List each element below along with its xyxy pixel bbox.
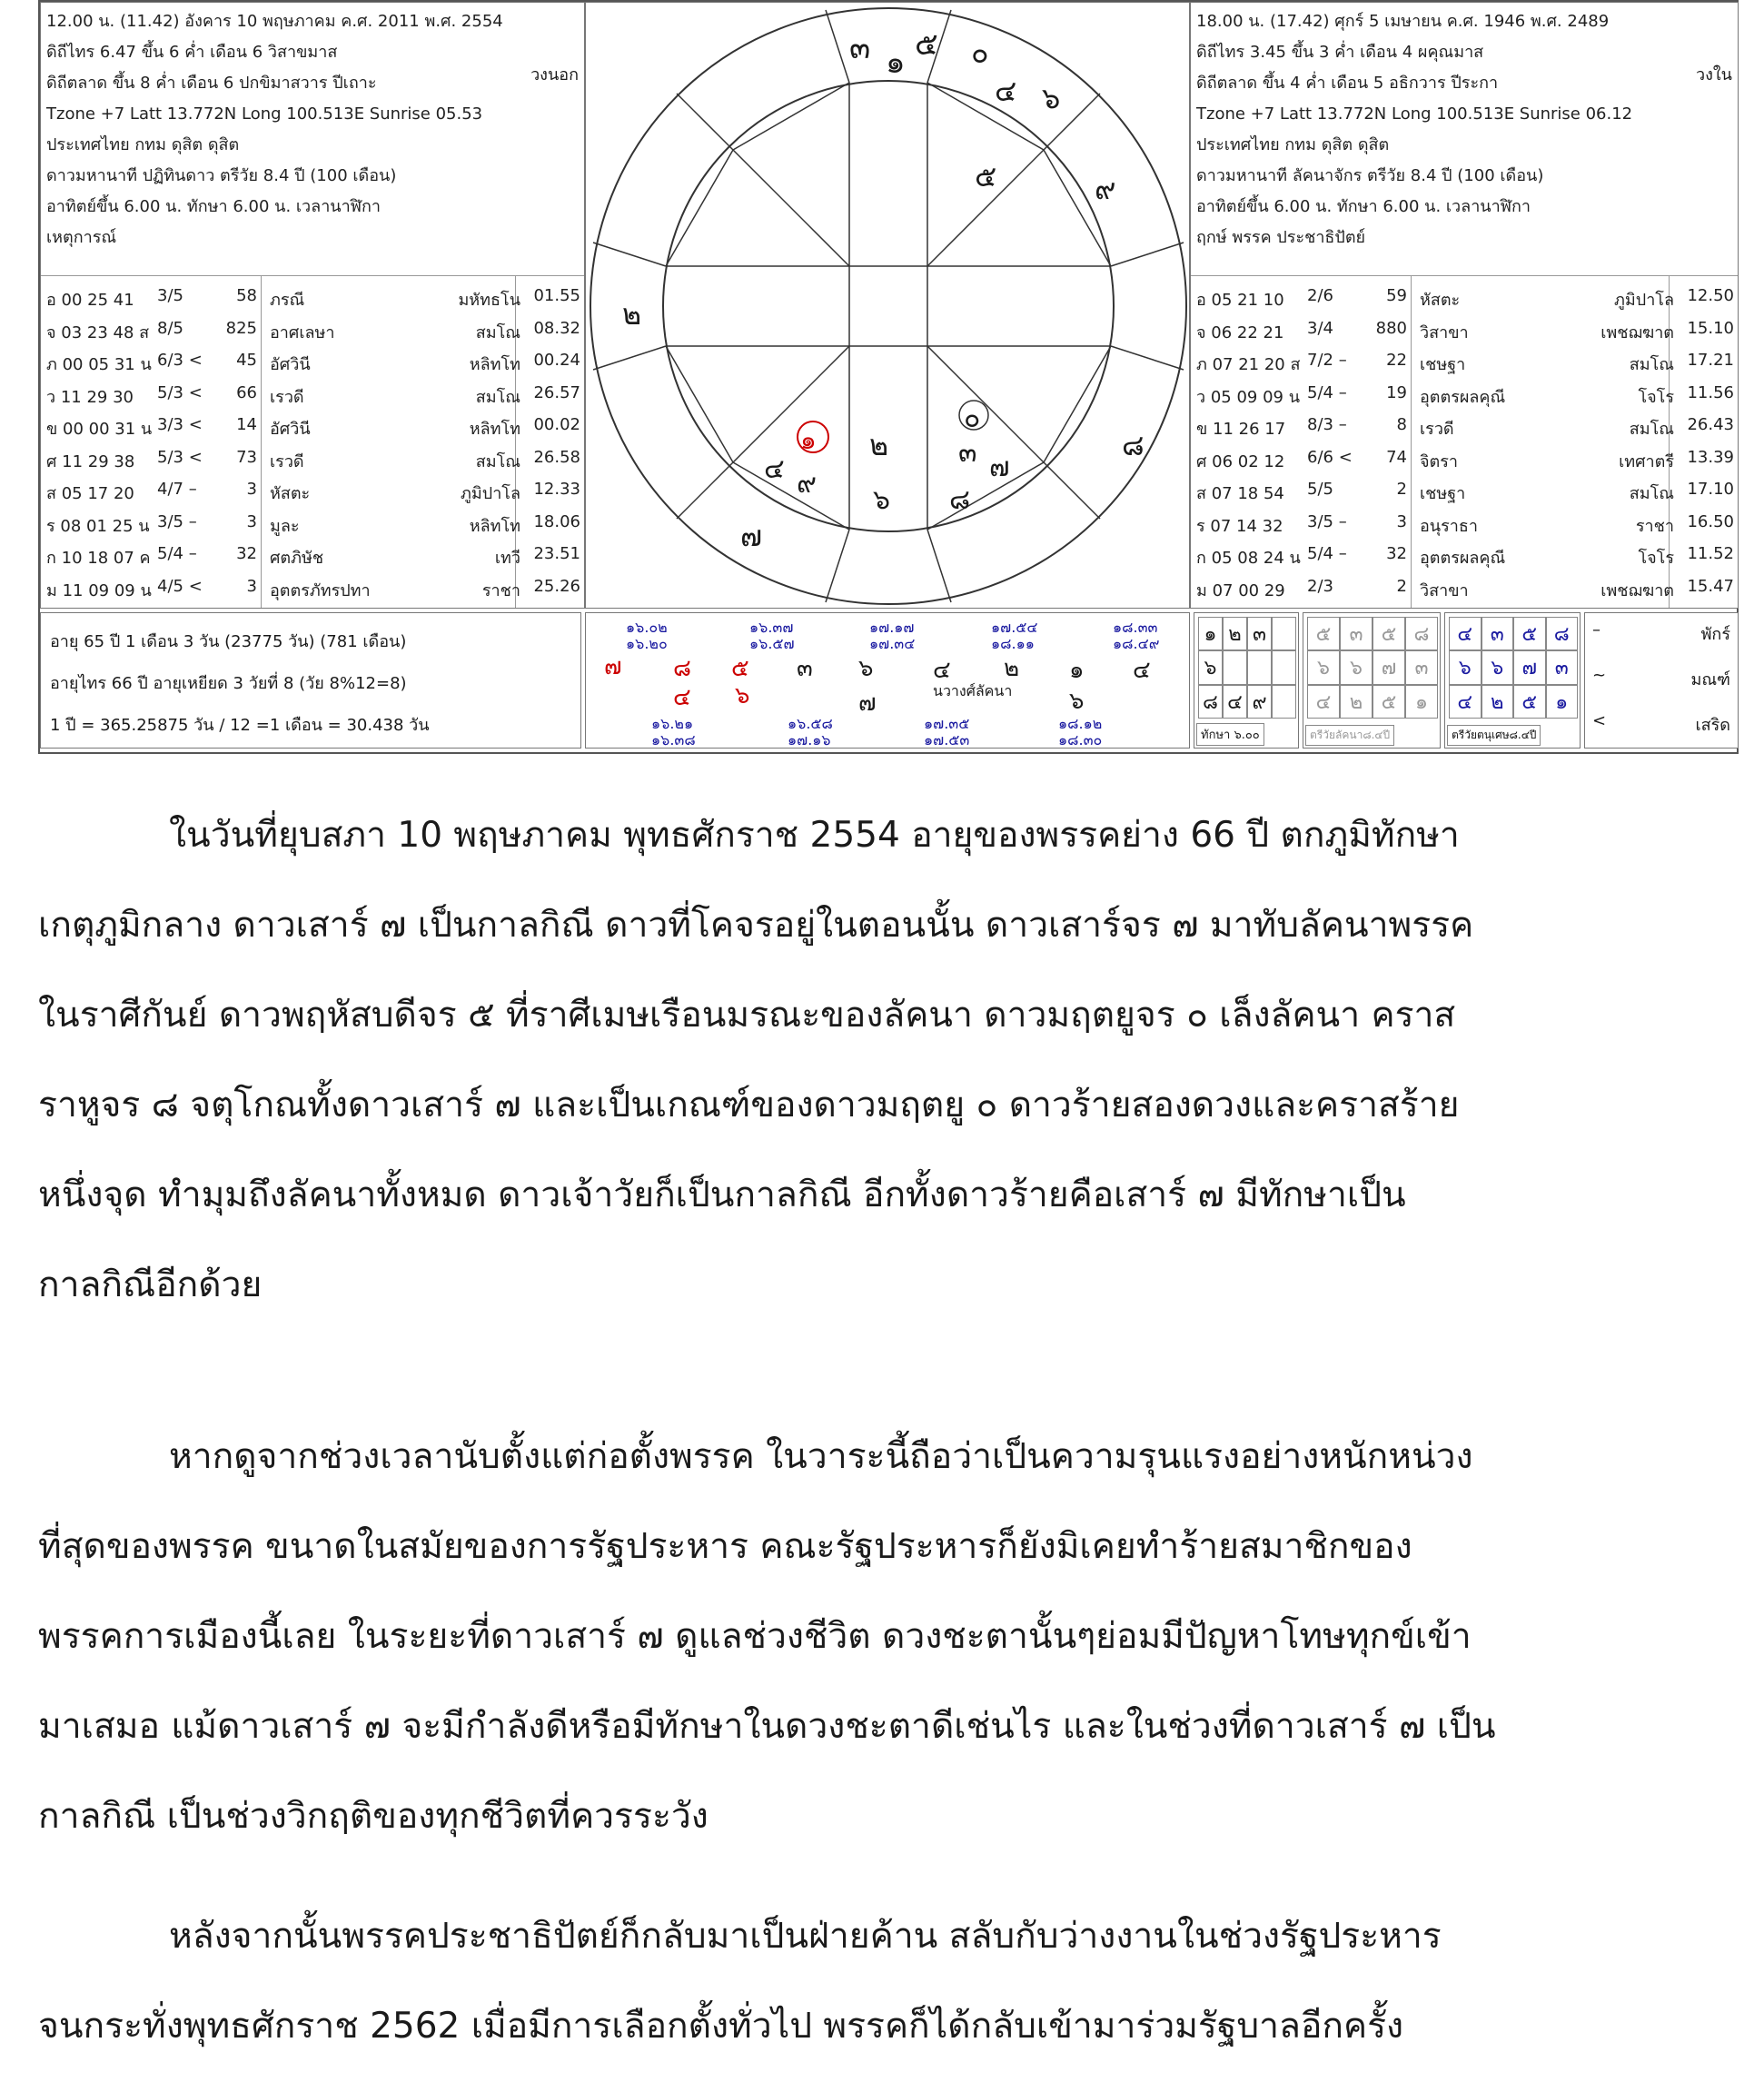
timeline-date: ๑๗.๓๔ — [869, 635, 916, 652]
planet-frac: 3/4 — [1307, 318, 1333, 338]
planet-frac: 5/4 – — [1307, 382, 1347, 402]
wheel-glyph: ๕ — [975, 159, 997, 193]
wheel-glyph: ๙ — [1095, 172, 1116, 206]
timeline-glyph: ๑ — [1069, 657, 1085, 684]
planet-num: 8 — [1396, 415, 1407, 434]
grid-cell: ๖ — [1449, 650, 1482, 684]
triwai-tanu-caption: ตรีวัยตนุเศษ๘.๔ปี — [1447, 725, 1541, 746]
wheel-glyph: ๙ — [797, 468, 817, 500]
planet-lord: สมโณ — [1629, 355, 1674, 374]
planet-star: เรวดี — [1420, 420, 1454, 439]
planet-row — [41, 378, 584, 411]
wheel-glyph: ๘ — [949, 484, 971, 516]
planet-deg: 17.21 — [1687, 351, 1734, 370]
grid-cell: ๑ — [1546, 685, 1579, 719]
planet-pos: ว 05 09 09 น — [1196, 387, 1301, 407]
planet-row — [1191, 410, 1738, 442]
text-line: หนึ่งจุด ทำมุมถึงลัคนาทั้งหมด ดาวเจ้าวัยก็เป็นกาลกิณี อีกทั้งดาวร้ายคือเสาร์ ๗ มีทักษาเป็น — [38, 1175, 1406, 1215]
planet-lord: สมโณ — [475, 322, 520, 342]
planet-star: ศตภิษัช — [270, 549, 324, 568]
right-header-line: ประเทศไทย กทม ดุสิต ดุสิต — [1196, 135, 1390, 154]
grid-cell: ๑ — [1198, 617, 1223, 650]
planet-pos: ม 07 00 29 — [1196, 580, 1285, 600]
grid-cell: ๘ — [1405, 617, 1438, 650]
planet-pos: อ 05 21 10 — [1196, 291, 1284, 310]
right-header-line: อาทิตย์ขึ้น 6.00 น. ทักษา 6.00 น. เวลานาฬิกา — [1196, 197, 1531, 216]
planet-row — [41, 313, 584, 346]
planet-pos: ส 05 17 20 — [46, 484, 134, 503]
planet-lord: เทวี — [494, 549, 520, 568]
planet-frac: 8/3 – — [1307, 415, 1347, 434]
planet-deg: 16.50 — [1687, 511, 1734, 531]
text-line: เกตุภูมิกลาง ดาวเสาร์ ๗ เป็นกาลกิณี ดาวที่โคจรอยู่ในตอนนั้น ดาวเสาร์จร ๗ มาทับลัคนาพรรค — [38, 905, 1474, 946]
text-line: กาลกิณี เป็นช่วงวิกฤติของทุกชีวิตที่ควรระวัง — [38, 1796, 709, 1837]
planet-pos: ก 05 08 24 น — [1196, 549, 1301, 568]
timeline-glyph: ๕ — [731, 655, 749, 682]
grid-cell: ๒ — [1340, 685, 1373, 719]
planet-num: 3 — [246, 480, 257, 499]
grid-cell: ๓ — [1340, 617, 1373, 650]
planet-row — [1191, 345, 1738, 378]
planet-star: อุตตรผลคุณี — [1420, 387, 1506, 407]
right-tag: วงใน — [1696, 65, 1732, 84]
right-header-line: ดาวมหานาที ลัคนาจักร ตรีวัย 8.4 ปี (100 เดือน) — [1196, 166, 1544, 185]
planet-lord: ภูมิปาโล — [461, 484, 520, 503]
planet-pos: ส 07 18 54 — [1196, 484, 1284, 503]
wheel-glyph: ๖ — [873, 484, 891, 516]
planet-num: 825 — [225, 318, 257, 338]
grid-cell — [1272, 685, 1296, 719]
wheel-glyph: ๖ — [1042, 81, 1061, 115]
wheel-glyph: ๔ — [764, 453, 785, 485]
divider — [41, 275, 584, 276]
timeline-date: ๑๘.๔๙ — [1113, 635, 1160, 652]
grid-cell: ๓ — [1546, 650, 1579, 684]
timeline-date: ๑๗.๓๕ — [924, 715, 970, 732]
wheel-glyph: ๗ — [740, 519, 763, 553]
planet-star: อนุราธา — [1420, 516, 1478, 536]
wheel-glyph: ๐ — [964, 402, 981, 434]
grid-cell: ๒ — [1482, 685, 1514, 719]
paragraph — [38, 1412, 1495, 1861]
grid-cell — [1223, 650, 1247, 684]
planet-star: อัศวินี — [270, 355, 311, 374]
timeline-date: ๑๖.๐๒ — [626, 619, 668, 636]
triwai-tanu-box — [1444, 612, 1581, 749]
planet-lord: ราชา — [481, 580, 520, 600]
article-body — [38, 790, 1726, 2047]
planet-star: เรวดี — [270, 387, 304, 407]
grid-cell: ๓ — [1482, 617, 1514, 650]
timeline-date: ๑๗.๕๔ — [991, 619, 1038, 636]
taksa-grid — [1198, 617, 1296, 719]
planet-pos: ภ 00 05 31 น — [46, 355, 152, 374]
planet-star: อุตตรผลคุณี — [1420, 549, 1506, 568]
planet-frac: 6/3 < — [157, 351, 203, 370]
text-line: ที่สุดของพรรค ขนาดในสมัยของการรัฐประหาร คณะรัฐประหารก็ยังมิเคยทำร้ายสมาชิกของ — [38, 1526, 1412, 1567]
planet-star: อุตตรภัทรปทา — [270, 580, 371, 600]
planet-deg: 15.47 — [1687, 576, 1734, 596]
planet-num: 73 — [236, 447, 257, 467]
planet-star: เชษฐา — [1420, 484, 1466, 503]
legend-symbol: ~ — [1592, 666, 1607, 685]
grid-cell: ๘ — [1198, 685, 1223, 719]
planet-lord: เทศาตรี — [1619, 451, 1674, 471]
left-tag: วงนอก — [530, 65, 579, 84]
planet-star: ภรณี — [270, 291, 305, 310]
planet-num: 2 — [1396, 576, 1407, 596]
planet-star: มูละ — [270, 516, 300, 536]
planet-row — [1191, 507, 1738, 540]
planet-frac: 6/6 < — [1307, 447, 1353, 467]
timeline-glyph: ๗ — [604, 653, 622, 680]
planet-row — [41, 410, 584, 442]
planet-lord: โจโร — [1638, 549, 1674, 568]
text-line: ในราศีกันย์ ดาวพฤหัสบดีจร ๕ ที่ราศีเมษเรือนมรณะของลัคนา ดาวมฤตยูจร ๐ เล็งลัคนา คราส — [38, 995, 1456, 1036]
planet-lord: สมโณ — [475, 387, 520, 407]
planet-deg: 17.10 — [1687, 480, 1734, 499]
timeline-glyph: ๗ — [858, 689, 877, 717]
wheel-glyph: ๔ — [995, 74, 1017, 108]
grid-cell: ๓ — [1247, 617, 1272, 650]
planet-pos: ร 08 01 25 น — [46, 516, 150, 536]
left-planet-table — [41, 281, 584, 608]
timeline-glyph: ๒ — [1004, 655, 1020, 682]
planet-pos: ก 10 18 07 ค — [46, 549, 151, 568]
grid-cell: ๗ — [1373, 650, 1405, 684]
planet-num: 58 — [236, 286, 257, 305]
wheel-glyph-lagna: ๑ — [800, 425, 817, 455]
planet-deg: 26.58 — [533, 447, 580, 467]
planet-lord: ราชา — [1635, 516, 1674, 536]
planet-deg: 00.24 — [533, 351, 580, 370]
right-header-line: Tzone +7 Latt 13.772N Long 100.513E Sunrise 06.12 — [1196, 104, 1633, 124]
planet-pos: ศ 11 29 38 — [46, 451, 135, 471]
timeline-glyph: ๘ — [673, 655, 692, 682]
grid-cell: ๙ — [1247, 685, 1272, 719]
right-header-line: ฤกษ์ พรรค ประชาธิปัตย์ — [1196, 228, 1366, 247]
wheel-glyph: ๒ — [869, 428, 889, 462]
text-line: หากดูจากช่วงเวลานับตั้งแต่ก่อตั้งพรรค ในวาระนี้ถือว่าเป็นความรุนแรงอย่างหนักหน่วง — [169, 1436, 1473, 1477]
text-line: กาลกิณีอีกด้วย — [38, 1264, 263, 1305]
timeline-date: ๑๖.๓๗ — [749, 619, 794, 636]
grid-cell: ๒ — [1223, 617, 1247, 650]
planet-num: 32 — [236, 544, 257, 563]
grid-cell — [1247, 650, 1272, 684]
planet-frac: 3/5 – — [157, 511, 197, 531]
planet-frac: 5/4 – — [157, 544, 197, 563]
grid-cell: ๔ — [1449, 617, 1482, 650]
text-line: หลังจากนั้นพรรคประชาธิปัตย์ก็กลับมาเป็นฝ่ายค้าน สลับกับว่างงานในช่วงรัฐประหาร — [169, 1916, 1442, 1957]
planet-frac: 3/5 — [157, 286, 183, 305]
left-header-line: ดิถีตลาด ขึ้น 8 ค่ำ เดือน 6 ปกขิมาสวาร ปีเถาะ — [46, 74, 377, 93]
age-line: อายุ 65 ปี 1 เดือน 3 วัน (23775 วัน) (781 เดือน) — [50, 632, 407, 651]
timeline-box — [585, 612, 1190, 749]
age-line: 1 ปี = 365.25875 วัน / 12 =1 เดือน = 30.438 วัน — [50, 716, 430, 735]
planet-frac: 5/3 < — [157, 382, 203, 402]
right-planet-table — [1191, 281, 1738, 608]
left-header-line: อาทิตย์ขึ้น 6.00 น. ทักษา 6.00 น. เวลานาฬิกา — [46, 197, 382, 216]
grid-cell: ๓ — [1405, 650, 1438, 684]
planet-row — [41, 345, 584, 378]
planet-row — [1191, 313, 1738, 346]
planet-deg: 26.57 — [533, 382, 580, 402]
grid-cell: ๕ — [1373, 685, 1405, 719]
planet-lord: สมโณ — [1629, 420, 1674, 439]
timeline-glyph: ๖ — [735, 682, 750, 709]
wheel-glyph: ๕ — [915, 26, 938, 63]
grid-cell: ๔ — [1307, 685, 1340, 719]
triwai-tanu-grid — [1449, 617, 1578, 719]
right-header-line: ดิถีไทร 3.45 ขึ้น 3 ค่ำ เดือน 4 ผคุณมาส — [1196, 43, 1484, 62]
grid-cell: ๖ — [1482, 650, 1514, 684]
wheel-glyph: ๒ — [622, 297, 642, 332]
triwai-lagna-box — [1303, 612, 1441, 749]
timeline-date: ๑๘.๑๑ — [991, 635, 1035, 652]
text-line: จนกระทั่งพุทธศักราช 2562 เมื่อมีการเลือกตั้งทั่วไป พรรคก็ได้กลับเข้ามาร่วมรัฐบาลอีกครั้ง — [38, 2006, 1404, 2047]
planet-lord: หลิทโท — [469, 516, 520, 536]
wheel-panel — [585, 2, 1190, 609]
legend-box — [1584, 612, 1739, 749]
planet-pos: ศ 06 02 12 — [1196, 451, 1285, 471]
left-header-line: Tzone +7 Latt 13.772N Long 100.513E Sunrise 05.53 — [46, 104, 483, 124]
text-line: พรรคการเมืองนี้เลย ในระยะที่ดาวเสาร์ ๗ ดูแลช่วงชีวิต ดวงชะตานั้นๆย่อมมีปัญหาโทษทุกข์เข้า — [38, 1616, 1472, 1657]
planet-row — [1191, 539, 1738, 571]
grid-cell: ๕ — [1307, 617, 1340, 650]
paragraph — [38, 790, 1726, 1330]
planet-frac: 3/3 < — [157, 415, 203, 434]
timeline-glyph: ๔ — [933, 657, 951, 684]
timeline-date: ๑๖.๕๘ — [788, 715, 833, 732]
planet-deg: 11.56 — [1687, 382, 1734, 402]
left-header-line: ดาวมหานาที ปฏิทินดาว ตรีวัย 8.4 ปี (100 เดือน) — [46, 166, 397, 185]
left-info-panel — [40, 2, 585, 609]
planet-pos: ข 11 26 17 — [1196, 420, 1286, 439]
planet-star: อัศวินี — [270, 420, 311, 439]
planet-frac: 2/3 — [1307, 576, 1333, 596]
horoscope-chart — [38, 0, 1739, 754]
planet-frac: 4/7 – — [157, 480, 197, 499]
planet-deg: 18.06 — [533, 511, 580, 531]
wheel-glyph: ๓ — [958, 437, 977, 469]
grid-cell: ๔ — [1449, 685, 1482, 719]
planet-row — [1191, 571, 1738, 604]
planet-row — [41, 281, 584, 313]
planet-pos: ข 00 00 31 น — [46, 420, 153, 439]
planet-deg: 26.43 — [1687, 415, 1734, 434]
planet-star: หัสตะ — [270, 484, 311, 503]
triwai-lagna-caption: ตรีวัยลัคนา๘.๔ปี — [1305, 725, 1394, 746]
planet-star: เชษฐา — [1420, 355, 1466, 374]
timeline-date: ๑๘.๓๓ — [1113, 619, 1158, 636]
planet-pos: จ 06 22 21 — [1196, 322, 1284, 342]
timeline-date: ๑๖.๒๐ — [626, 635, 668, 652]
timeline-glyph: ๖ — [858, 655, 874, 682]
planet-row — [41, 539, 584, 571]
planet-num: 14 — [236, 415, 257, 434]
planet-num: 3 — [1396, 511, 1407, 531]
taksa-caption: ทักษา ๖.๐๐ — [1196, 723, 1264, 746]
grid-cell: ๑ — [1405, 685, 1438, 719]
grid-cell: ๖ — [1198, 650, 1223, 684]
planet-star: อาศเลษา — [270, 322, 335, 342]
planet-star: จิตรา — [1420, 451, 1459, 471]
planet-frac: 4/5 < — [157, 576, 203, 596]
planet-lord: สมโณ — [475, 451, 520, 471]
left-header-line: เหตุการณ์ — [46, 228, 117, 247]
planet-num: 880 — [1375, 318, 1407, 338]
planet-frac: 5/4 – — [1307, 544, 1347, 563]
planet-lord: หลิทโท — [469, 420, 520, 439]
planet-lord: เพชฌฆาต — [1600, 580, 1674, 600]
planet-deg: 12.50 — [1687, 286, 1734, 305]
planet-num: 2 — [1396, 480, 1407, 499]
age-line: อายุไทร 66 ปี อายุเหยียด 3 วัยที่ 8 (วัย 8%12=8) — [50, 674, 407, 693]
planet-row — [41, 474, 584, 507]
left-header-line: 12.00 น. (11.42) อังคาร 10 พฤษภาคม ค.ศ. 2011 พ.ศ. 2554 — [46, 12, 503, 31]
planet-num: 19 — [1386, 382, 1407, 402]
planet-deg: 08.32 — [533, 318, 580, 338]
planet-star: เรวดี — [270, 451, 304, 471]
timeline-date: ๑๗.๑๗ — [869, 619, 915, 636]
planet-frac: 5/5 — [1307, 480, 1333, 499]
planet-deg: 23.51 — [533, 544, 580, 563]
planet-lord: มหัทธโน — [458, 291, 520, 310]
planet-num: 32 — [1386, 544, 1407, 563]
planet-lord: เพชฌฆาต — [1600, 322, 1674, 342]
text-line: ในวันที่ยุบสภา 10 พฤษภาคม พุทธศักราช 2554 อายุของพรรคย่าง 66 ปี ตกภูมิทักษา — [169, 815, 1460, 856]
text-line: มาเสมอ แม้ดาวเสาร์ ๗ จะมีกำลังดีหรือมีทักษาในดวงชะตาดีเช่นไร และในช่วงที่ดาวเสาร์ ๗ เป็น — [38, 1706, 1496, 1747]
grid-cell: ๕ — [1513, 685, 1546, 719]
taksa-box — [1194, 612, 1299, 749]
timeline-date: ๑๖.๕๗ — [749, 635, 795, 652]
planet-pos: ภ 07 21 20 ส — [1196, 355, 1301, 374]
planet-pos: อ 00 25 41 — [46, 291, 134, 310]
planet-pos: จ 03 23 48 ส — [46, 322, 150, 342]
timeline-date: ๑๘.๑๒ — [1058, 715, 1103, 732]
legend-symbol: – — [1592, 620, 1600, 639]
planet-num: 59 — [1386, 286, 1407, 305]
wheel-glyph: ๐ — [971, 35, 989, 70]
legend-label: เสริด — [1695, 716, 1730, 735]
planet-deg: 15.10 — [1687, 318, 1734, 338]
planet-row — [41, 571, 584, 604]
planet-frac: 3/5 – — [1307, 511, 1347, 531]
legend-symbol: < — [1592, 711, 1607, 730]
grid-cell: ๔ — [1223, 685, 1247, 719]
planet-pos: ม 11 09 09 น — [46, 580, 152, 600]
planet-num: 3 — [246, 511, 257, 531]
right-header — [1196, 6, 1732, 253]
timeline-date: ๑๗.๕๓ — [924, 731, 970, 749]
planet-num: 3 — [246, 576, 257, 596]
planet-deg: 01.55 — [533, 286, 580, 305]
planet-frac: 7/2 – — [1307, 351, 1347, 370]
legend-label: มณฑ์ — [1690, 670, 1730, 689]
planet-lord: หลิทโท — [469, 355, 520, 374]
timeline-glyph: ๖ — [1069, 688, 1085, 715]
right-info-panel — [1190, 2, 1739, 609]
wheel-glyph: ๘ — [1122, 428, 1145, 462]
wheel-glyph: ๑ — [886, 45, 906, 81]
grid-cell: ๖ — [1307, 650, 1340, 684]
planet-num: 22 — [1386, 351, 1407, 370]
planet-deg: 13.39 — [1687, 447, 1734, 467]
grid-cell: ๗ — [1513, 650, 1546, 684]
planet-num: 66 — [236, 382, 257, 402]
wheel-glyph: ๓ — [849, 30, 871, 66]
timeline-date: ๑๖.๒๑ — [651, 715, 694, 732]
planet-star: วิสาขา — [1420, 322, 1469, 342]
planet-row — [41, 507, 584, 540]
planet-num: 74 — [1386, 447, 1407, 467]
timeline-glyph: ๔ — [673, 684, 691, 711]
planet-deg: 11.52 — [1687, 544, 1734, 563]
planet-deg: 25.26 — [533, 576, 580, 596]
timeline-date: ๑๖.๓๘ — [651, 731, 696, 749]
grid-cell — [1272, 650, 1296, 684]
timeline-date: ๑๗.๑๖ — [788, 731, 831, 749]
triwai-lagna-grid — [1307, 617, 1438, 719]
planet-star: วิสาขา — [1420, 580, 1469, 600]
left-header — [46, 6, 579, 253]
planet-frac: 2/6 — [1307, 286, 1333, 305]
divider — [1191, 275, 1738, 276]
wheel-glyph: ๗ — [989, 451, 1010, 483]
planet-frac: 8/5 — [157, 318, 183, 338]
planet-row — [1191, 281, 1738, 313]
planet-lord: โจโร — [1638, 387, 1674, 407]
grid-cell: ๖ — [1340, 650, 1373, 684]
planet-frac: 5/3 < — [157, 447, 203, 467]
planet-lord: ภูมิปาโล — [1614, 291, 1674, 310]
grid-cell: ๘ — [1546, 617, 1579, 650]
timeline-date: ๑๘.๓๐ — [1058, 731, 1103, 749]
planet-star: หัสตะ — [1420, 291, 1461, 310]
planet-num: 45 — [236, 351, 257, 370]
planet-pos: ร 07 14 32 — [1196, 516, 1283, 536]
right-header-line: 18.00 น. (17.42) ศุกร์ 5 เมษายน ค.ศ. 1946 พ.ศ. 2489 — [1196, 12, 1610, 31]
planet-row — [1191, 378, 1738, 411]
grid-cell — [1272, 617, 1296, 650]
text-line: ราหูจร ๘ จตุโกณทั้งดาวเสาร์ ๗ และเป็นเกณฑ์ของดาวมฤตยู ๐ ดาวร้ายสองดวงและคราสร้าย — [38, 1085, 1460, 1125]
timeline-glyph: ๓ — [797, 655, 813, 682]
legend-label: พักร์ — [1700, 625, 1730, 644]
left-header-line: ประเทศไทย กทม ดุสิต ดุสิต — [46, 135, 240, 154]
planet-row — [1191, 474, 1738, 507]
age-box — [40, 612, 581, 749]
planet-row — [1191, 442, 1738, 475]
timeline-label: นวางศ์ลัคนา — [933, 682, 1013, 699]
planet-row — [41, 442, 584, 475]
right-header-line: ดิถีตลาด ขึ้น 4 ค่ำ เดือน 5 อธิกวาร ปีระกา — [1196, 74, 1499, 93]
planet-lord: สมโณ — [1629, 484, 1674, 503]
planet-deg: 12.33 — [533, 480, 580, 499]
left-header-line: ดิถีไทร 6.47 ขึ้น 6 ค่ำ เดือน 6 วิสาขมาส — [46, 43, 338, 62]
planet-deg: 00.02 — [533, 415, 580, 434]
paragraph — [38, 1891, 1442, 2071]
grid-cell: ๕ — [1373, 617, 1405, 650]
timeline-glyph: ๔ — [1133, 657, 1151, 684]
grid-cell: ๕ — [1513, 617, 1546, 650]
planet-pos: ว 11 29 30 — [46, 387, 134, 407]
